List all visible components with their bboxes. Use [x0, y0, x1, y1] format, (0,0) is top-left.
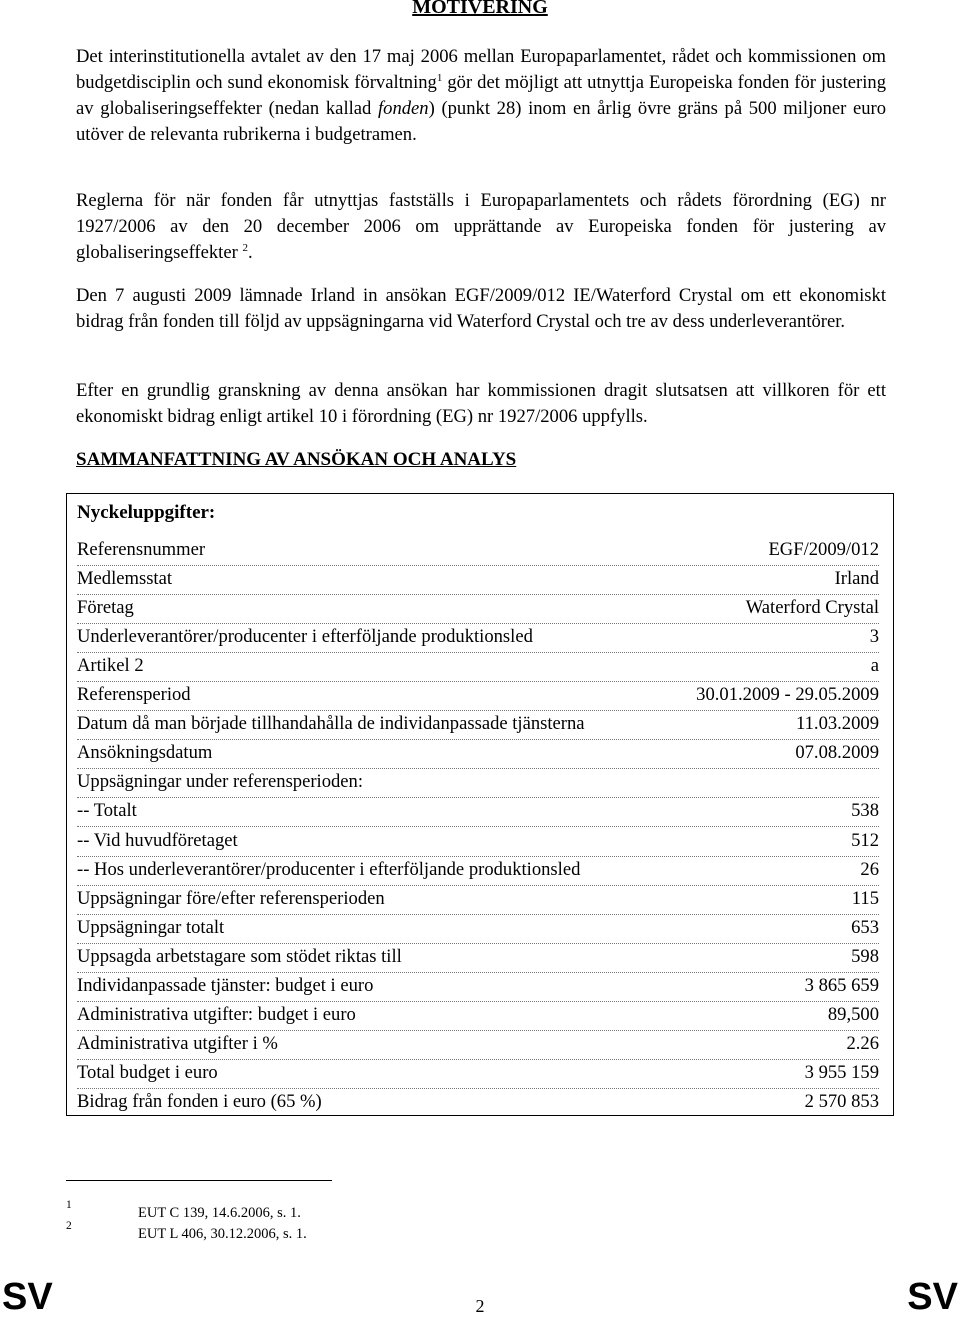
table-row — [77, 594, 879, 624]
section-title: SAMMANFATTNING AV ANSÖKAN OCH ANALYS — [76, 449, 517, 470]
table-row — [77, 885, 879, 915]
row-value: 598 — [851, 945, 879, 967]
table-row — [77, 536, 879, 566]
footnote-ref-1[interactable]: 1 — [436, 72, 443, 84]
row-label: -- Hos underleverantörer/producenter i efterföljande produktionsled — [77, 858, 581, 880]
page-number: 2 — [475, 1296, 485, 1316]
table-row — [77, 856, 879, 886]
row-value: 26 — [860, 858, 879, 880]
row-label: Referensperiod — [77, 684, 191, 706]
row-value: Irland — [834, 568, 879, 590]
table-row — [77, 943, 879, 973]
table-row — [77, 1088, 879, 1117]
key-data-table — [66, 493, 894, 1116]
table-row — [77, 1059, 879, 1089]
paragraph-rules-end: . — [247, 242, 253, 263]
row-value: 3 865 659 — [804, 974, 879, 996]
table-row — [77, 914, 879, 944]
row-label: Referensnummer — [77, 539, 206, 560]
table-row — [77, 797, 879, 827]
table-row — [77, 710, 879, 740]
row-label: Administrativa utgifter i % — [77, 1032, 278, 1054]
row-label: Underleverantörer/producenter i efterföljande produktionsled — [77, 626, 533, 648]
row-value: 3 955 159 — [804, 1061, 879, 1083]
footnote-number: 1 — [66, 1199, 72, 1211]
table-row — [77, 1030, 879, 1060]
row-label: Uppsägningar under referensperioden: — [77, 771, 364, 793]
paragraph-rules-text: Reglerna för när fonden får utnyttjas fastställs i Europaparlamentets och rådets förordning (EG) nr 1927/2006 av den 20 december 2006 om upprättande av Europeiska fonden för justering av globaliseringseffekter — [76, 190, 886, 263]
footnote-ref-2[interactable]: 2 — [242, 242, 248, 254]
row-label: -- Vid huvudföretaget — [77, 829, 238, 851]
row-label: Uppsägningar totalt — [77, 916, 225, 938]
row-value: 538 — [851, 800, 879, 822]
paragraph-conclusion: Efter en grundlig granskning av denna ansökan har kommissionen dragit slutsatsen att villkoren för ett ekonomiskt bidrag enligt artikel 10 i förordning (EG) nr 1927/2006 uppfylls. — [76, 380, 886, 427]
row-value: 2.26 — [846, 1032, 879, 1054]
paragraph-intro — [76, 44, 886, 148]
paragraph-intro-text-b: gör det möjligt att utnyttja Europeiska fonden för justering av globaliseringseffekter (nedan kallad — [76, 72, 887, 119]
footnote-text: EUT L 406, 30.12.2006, s. 1. — [138, 1226, 307, 1242]
row-value: 30.01.2009 - 29.05.2009 — [696, 684, 879, 706]
row-label: Individanpassade tjänster: budget i euro — [77, 974, 374, 996]
table-row — [77, 739, 879, 769]
row-label: Bidrag från fonden i euro (65 %) — [77, 1090, 322, 1112]
page-title: MOTIVERING — [412, 0, 548, 18]
row-value: 11.03.2009 — [796, 713, 879, 735]
row-value: 512 — [851, 829, 879, 851]
row-label: Datum då man började tillhandahålla de individanpassade tjänsterna — [77, 713, 585, 735]
language-code-right: SV — [907, 1276, 958, 1318]
row-label: Uppsagda arbetstagare som stödet riktas till — [77, 945, 402, 967]
row-label: -- Totalt — [77, 800, 137, 822]
row-label: Total budget i euro — [77, 1061, 218, 1083]
paragraph-intro-italic: fonden — [377, 98, 429, 119]
row-value: 2 570 853 — [804, 1090, 879, 1112]
table-row — [77, 652, 879, 682]
row-label: Uppsägningar före/efter referensperioden — [77, 887, 385, 909]
paragraph-intro-text: Det interinstitutionella avtalet av den 17 maj 2006 mellan Europaparlamentet, rådet och kommissionen om budgetdisciplin och sund ekonomisk förvaltning — [76, 46, 886, 93]
table-row — [77, 623, 879, 653]
table-row — [77, 565, 879, 595]
paragraph-application: Den 7 augusti 2009 lämnade Irland in ansökan EGF/2009/012 IE/Waterford Crystal om ett ekonomiskt bidrag från fonden till följd av uppsägningarna vid Waterford Crystal och tre av dess underleverantörer. — [76, 285, 886, 332]
paragraph-rules — [76, 188, 886, 266]
row-value: Waterford Crystal — [745, 597, 879, 619]
row-label: Medlemsstat — [77, 568, 173, 590]
footnote-number: 2 — [66, 1220, 72, 1232]
table-row — [77, 768, 879, 798]
row-label: Administrativa utgifter: budget i euro — [77, 1003, 356, 1025]
row-value: 07.08.2009 — [795, 742, 879, 764]
row-value: 89,500 — [827, 1003, 879, 1025]
row-value: 653 — [851, 916, 879, 938]
row-label: Artikel 2 — [77, 655, 144, 677]
footnote-text: EUT C 139, 14.6.2006, s. 1. — [138, 1205, 301, 1221]
table-row — [77, 681, 879, 711]
row-value: 115 — [851, 887, 879, 909]
table-row — [77, 972, 879, 1002]
row-label: Ansökningsdatum — [77, 742, 213, 764]
table-row — [77, 827, 879, 857]
footnote-separator — [66, 1180, 332, 1181]
paragraph-intro-text-c: ) (punkt 28) inom en årlig övre gräns på 500 miljoner euro utöver de relevanta rubrikerna i budgetramen. — [76, 98, 886, 145]
row-value: EGF/2009/012 — [768, 539, 879, 560]
row-value: 3 — [869, 626, 879, 648]
row-label: Företag — [77, 597, 134, 619]
row-value: a — [870, 655, 879, 677]
key-data-heading: Nyckeluppgifter: — [77, 502, 216, 523]
language-code-left: SV — [2, 1276, 53, 1318]
table-row — [77, 1001, 879, 1031]
